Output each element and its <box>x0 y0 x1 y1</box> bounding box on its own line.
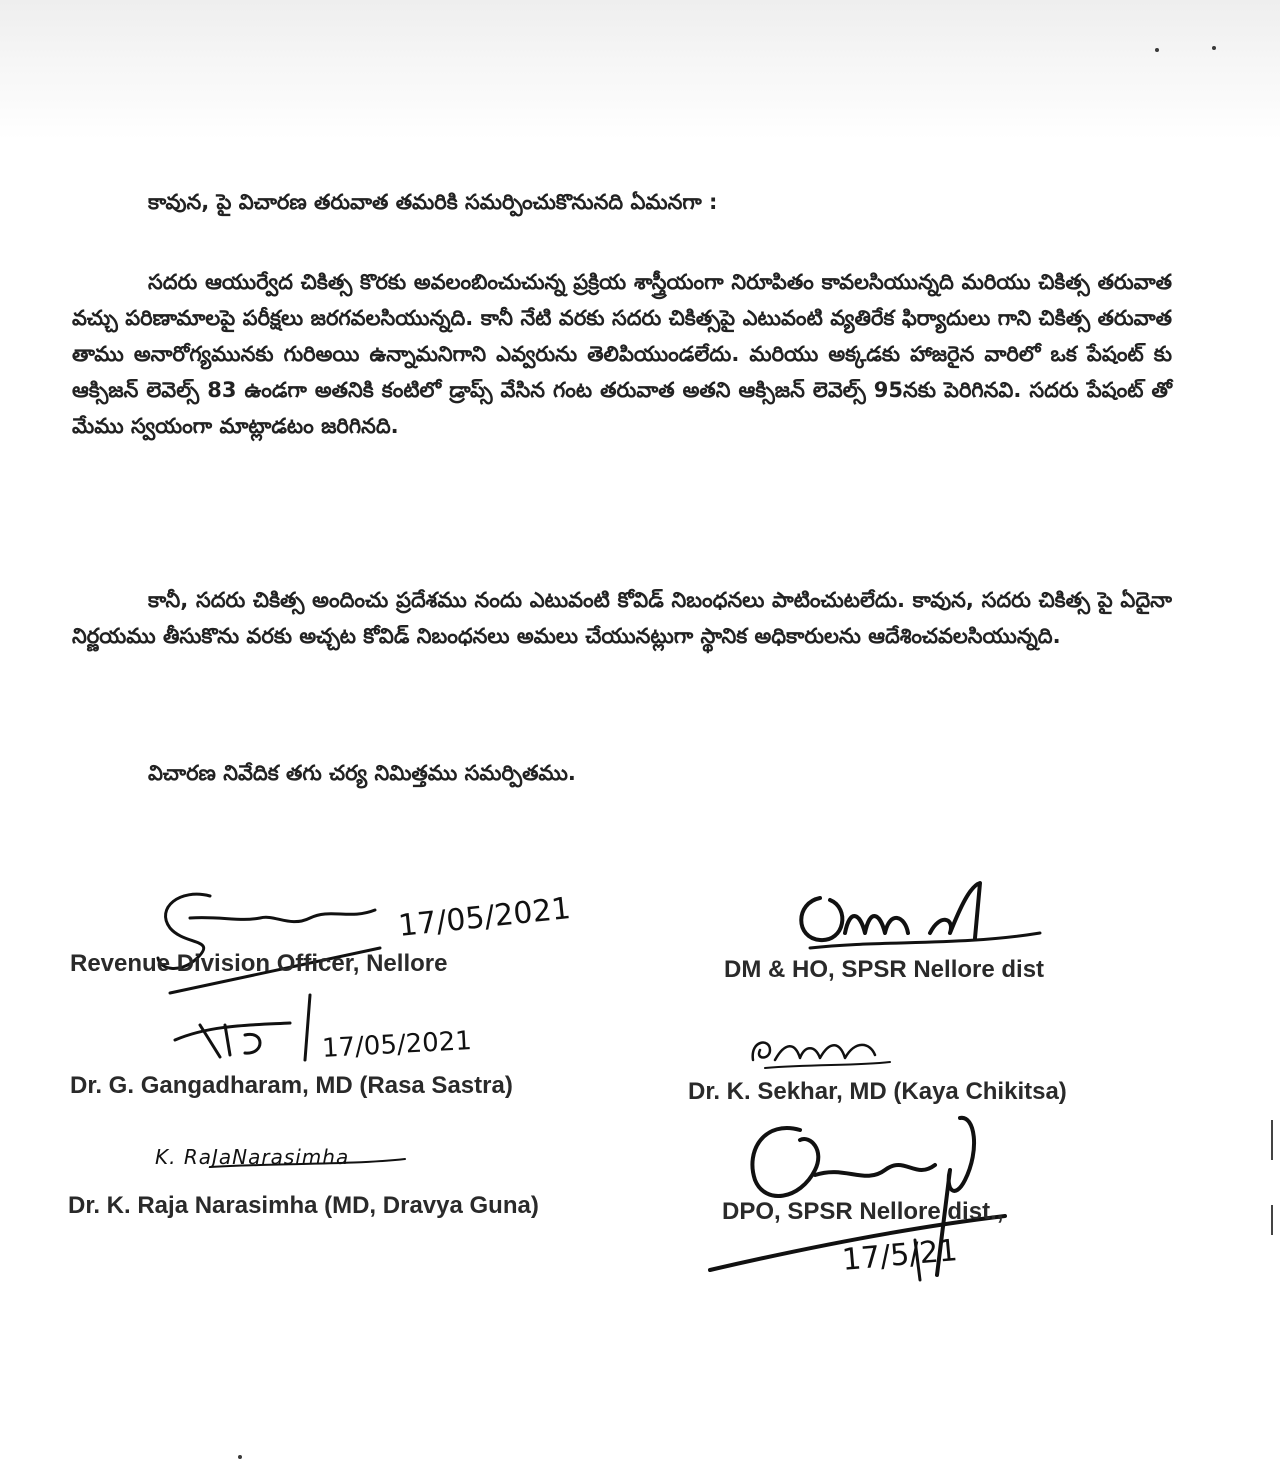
rdo-date: 17/05/2021 <box>396 891 573 944</box>
scan-speck <box>1155 48 1159 52</box>
sekhar-title: Dr. K. Sekhar, MD (Kaya Chikitsa) <box>688 1078 1067 1105</box>
signature-raja-narasimha <box>200 1145 410 1175</box>
signature-dmho <box>790 878 1050 958</box>
dmho-title: DM & HO, SPSR Nellore dist <box>724 956 1045 983</box>
intro-line: కావున, పై విచారణ తరువాత తమరికి సమర్పించుకొనునది ఏమనగా : <box>148 190 718 214</box>
gangadharam-date: 17/05/2021 <box>321 1026 473 1064</box>
signature-gangadharam <box>170 995 310 1065</box>
gangadharam-title: Dr. G. Gangadharam, MD (Rasa Sastra) <box>70 1072 513 1099</box>
scan-speck <box>238 1455 242 1459</box>
paragraph-findings: సదరు ఆయుర్వేద చికిత్స కొరకు అవలంబించుచున్న ప్రక్రియ శాస్త్రీయంగా నిరూపితం కావలసియున్నది మరియు చికిత్స తరువాత వచ్చు పరిణామాలపై పరీక్షలు జరగవలసియున్నది. కానీ నేటి వరకు సదరు చికిత్సపై ఎటువంటి వ్యతిరేక ఫిర్యాదులు గాని చికిత్స తరువాత తాము అనారోగ్యమునకు గురిఅయి ఉన్నామనిగాని ఎవ్వరును తెలిపియుండలేదు. మరియు అక్కడకు హాజరైన వారిలో ఒక పేషంట్ కు ఆక్సిజన్ లెవెల్స్ 83 ఉండగా అతనికి కంటిలో డ్రాప్స్ వేసిన గంట తరువాత అతని ఆక్సిజన్ లెవెల్స్ 95నకు పెరిగినవి. సదరు పేషంట్ తో మేము స్వయంగా మాట్లాడటం జరిగినది. <box>72 270 1172 438</box>
scan-edge-mark <box>1271 1120 1273 1160</box>
paragraph-covid-rules: కానీ, సదరు చికిత్స అందించు ప్రదేశము నందు ఎటువంటి కోవిడ్ నిబంధనలు పాటించుటలేదు. కావున, సదరు చికిత్స పై ఏదైనా నిర్ణయము తీసుకొను వరకు అచ్చట కోవిడ్ నిబంధనలు అమలు చేయునట్లుగా స్థానిక అధికారులను ఆదేశించవలసియున్నది. <box>72 588 1172 648</box>
raja-narasimha-title: Dr. K. Raja Narasimha (MD, Dravya Guna) <box>68 1192 539 1219</box>
dpo-date: 17/5/21 <box>840 1233 959 1278</box>
signature-rdo <box>150 878 390 998</box>
scan-edge-mark <box>1271 1205 1273 1235</box>
raja-narasimha-initial: K. RaJaNarasimha <box>155 1145 350 1169</box>
closing-line: విచారణ నివేదిక తగు చర్య నిమిత్తము సమర్పితము. <box>148 761 576 785</box>
dpo-title: DPO, SPSR Nellore dist., <box>722 1198 1004 1225</box>
signature-sekhar <box>745 1030 895 1075</box>
rdo-title: Revenue Division Officer, Nellore <box>70 950 448 977</box>
scan-speck <box>1212 46 1216 50</box>
